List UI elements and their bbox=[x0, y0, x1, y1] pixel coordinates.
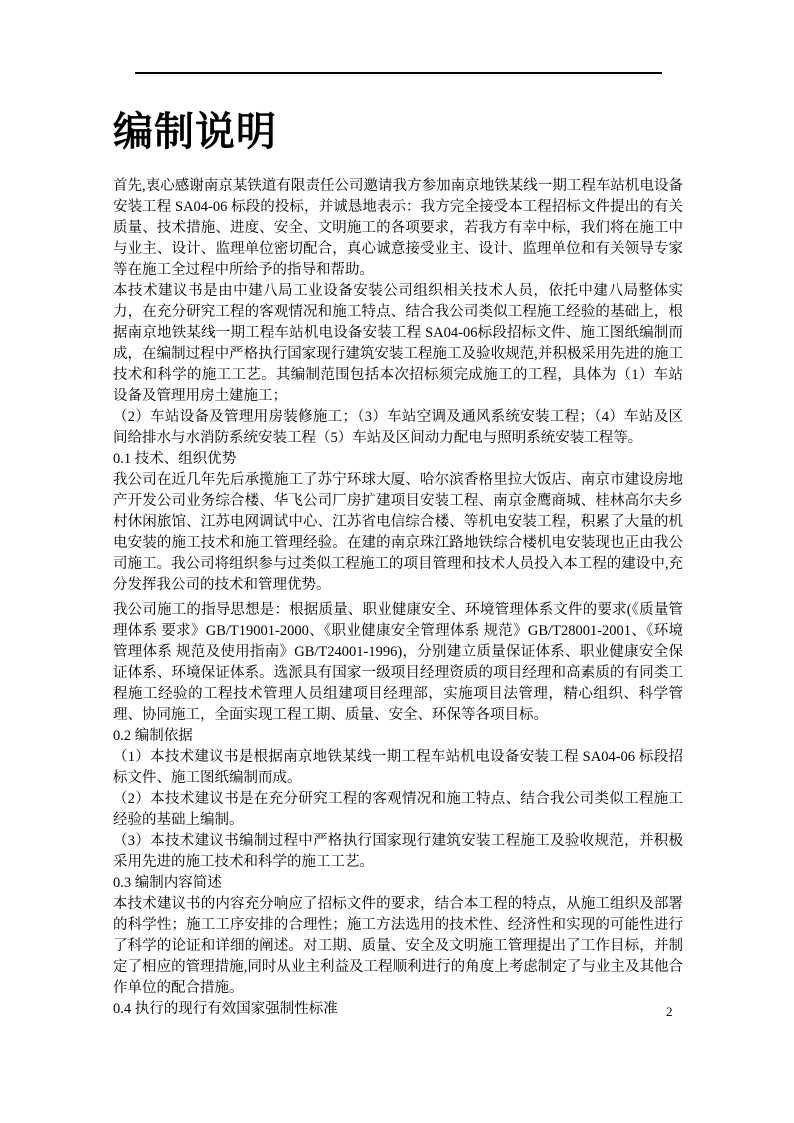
heading-0-3-content-summary: 0.3 编制内容简述 bbox=[113, 875, 222, 891]
paragraph-basis-item-3: （3）本技术建议书编制过程中严格执行国家现行建筑安装工程施工及验收规范，并积极采用先进的施工技术和科学的施工工艺。 bbox=[113, 833, 683, 870]
paragraph-proposal-origin: 本技术建议书是由中建八局工业设备安装公司组织相关技术人员，依托中建八局整体实力，在充分研究工程的客观情况和施工特点、结合我公司类似工程施工经验的基础上，根据南京地铁某线一期工程车站机电设备安装工程 SA04-06标段招标文件、施工图纸编制而成，在编制过程中严格执行国家现行建筑安装工程施工及验收规范,并积极采用先进的施工技术和科学的施工工艺。其编制范围包括本次招标须完成施工的工程，具体为（1）车站设备及管理用房土建施工； bbox=[113, 283, 683, 404]
header-divider-line bbox=[135, 72, 662, 74]
page-number: 2 bbox=[666, 1004, 673, 1019]
document-title: 编制说明 bbox=[113, 110, 277, 154]
heading-0-4-national-standards: 0.4 执行的现行有效国家强制性标准 bbox=[113, 1001, 338, 1017]
heading-0-1-tech-org-advantage: 0.1 技术、组织优势 bbox=[113, 451, 237, 467]
paragraph-scope-items: （2）车站设备及管理用房装修施工；（3）车站空调及通风系统安装工程；（4）车站及区间给排水与水消防系统安装工程（5）车站及区间动力配电与照明系统安装工程等。 bbox=[113, 409, 683, 446]
heading-0-2-compilation-basis: 0.2 编制依据 bbox=[113, 728, 193, 744]
paragraph-guiding-principles: 我公司施工的指导思想是：根据质量、职业健康安全、环境管理体系文件的要求(《质量管理体系 要求》GB/T19001-2000、《职业健康安全管理体系 规范》GB/T28001-2001、《环境管理体系 规范及使用指南》GB/T24001-1996)，分别建立质量保证体系、职业健康安全保证体系、环境保证体系。选派具有国家一级项目经理资质的项目经理和高素质的有同类工程施工经验的工程技术管理人员组建项目经理部，实施项目法管理，精心组织、科学管理、协同施工，全面实现工程工期、质量、安全、环保等各项目标。 bbox=[113, 602, 683, 723]
paragraph-basis-item-1: （1）本技术建议书是根据南京地铁某线一期工程车站机电设备安装工程 SA04-06 标段招标文件、施工图纸编制而成。 bbox=[113, 749, 683, 786]
paragraph-content-summary: 本技术建议书的内容充分响应了招标文件的要求，结合本工程的特点，从施工组织及部署的科学性；施工工序安排的合理性；施工方法选用的技术性、经济性和实现的可能性进行了科学的论证和详细的阐述。对工期、质量、安全及文明施工管理提出了工作目标，并制定了相应的管理措施,同时从业主利益及工程顺利进行的角度上考虑制定了与业主及其他合作单位的配合措施。 bbox=[113, 896, 683, 996]
paragraph-intro-thanks: 首先,衷心感谢南京某铁道有限责任公司邀请我方参加南京地铁某线一期工程车站机电设备安装工程 SA04-06 标段的投标，并诚恳地表示：我方完全接受本工程招标文件提出的有关质量、技术措施、进度、安全、文明施工的各项要求，若我方有幸中标，我们将在施工中与业主、设计、监理单位密切配合，真心诚意接受业主、设计、监理单位和有关领导专家等在施工全过程中所给予的指导和帮助。 bbox=[113, 178, 683, 278]
document-content bbox=[113, 100, 683, 1020]
paragraph-basis-item-2: （2）本技术建议书是在充分研究工程的客观情况和施工特点、结合我公司类似工程施工经验的基础上编制。 bbox=[113, 791, 683, 828]
paragraph-company-experience: 我公司在近几年先后承揽施工了苏宁环球大厦、哈尔滨香格里拉大饭店、南京市建设房地产开发公司业务综合楼、华飞公司厂房扩建项目安装工程、南京金鹰商城、桂林高尔夫乡村休闲旅馆、江苏电网调试中心、江苏省电信综合楼、等机电安装工程，积累了大量的机电安装的施工技术和施工管理经验。在建的南京珠江路地铁综合楼机电安装现也正由我公司施工。我公司将组织参与过类似工程施工的项目管理和技术人员投入本工程的建设中,充分发挥我公司的技术和管理优势。 bbox=[113, 472, 683, 593]
